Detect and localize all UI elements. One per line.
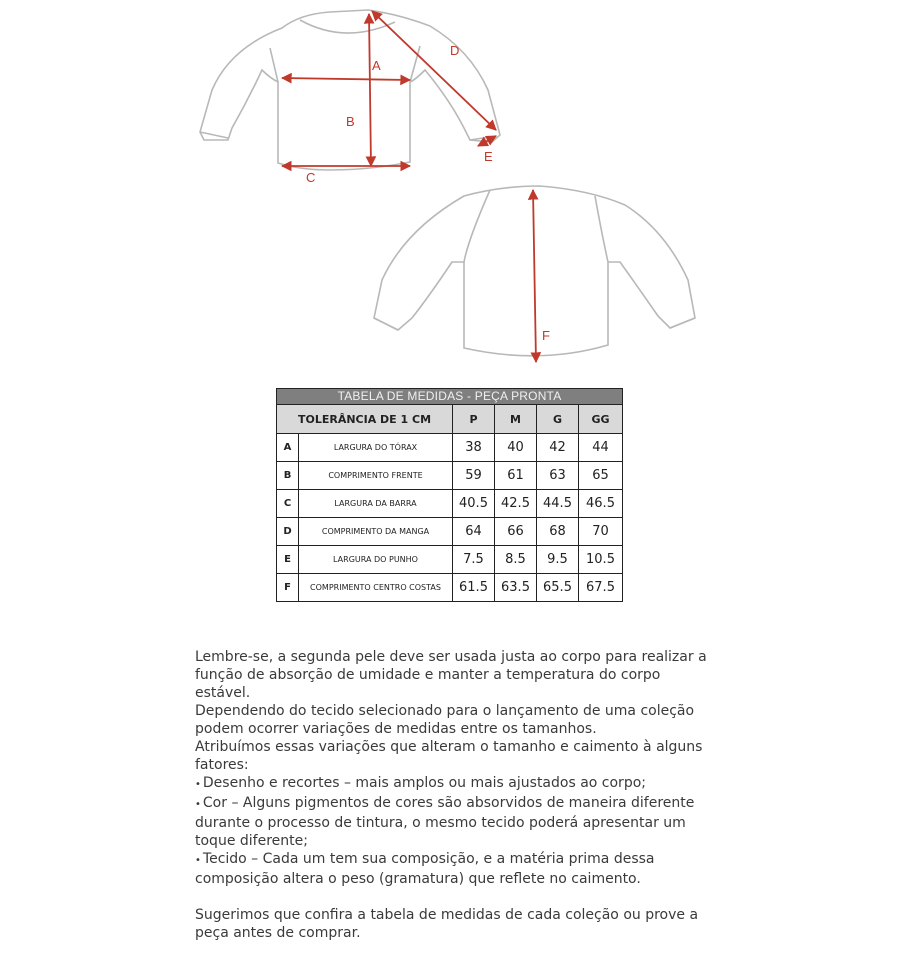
row-description: COMPRIMENTO DA MANGA [299,518,453,546]
value-m: 42.5 [495,490,537,518]
label-a: A [372,58,381,73]
row-description: COMPRIMENTO FRENTE [299,462,453,490]
value-p: 64 [453,518,495,546]
value-m: 61 [495,462,537,490]
size-table [276,388,623,602]
value-g: 44.5 [537,490,579,518]
size-header-p: P [453,405,495,434]
table-row [277,490,623,518]
value-g: 63 [537,462,579,490]
row-description: LARGURA DA BARRA [299,490,453,518]
row-letter: B [277,462,299,490]
row-letter: E [277,546,299,574]
size-header-gg: GG [579,405,623,434]
note-bullet [195,850,715,888]
note-paragraph: Lembre-se, a segunda pele deve ser usada justa ao corpo para realizar a função de absorção de umidade e manter a temperatura do corpo estável. [195,649,707,701]
value-p: 40.5 [453,490,495,518]
table-row [277,546,623,574]
note-bullet-text: Tecido – Cada um tem sua composição, e a matéria prima dessa composição altera o peso (gramatura) que reflete no caimento. [195,851,655,887]
label-b: B [346,114,355,129]
row-letter: D [277,518,299,546]
row-description: COMPRIMENTO CENTRO COSTAS [299,574,453,602]
value-m: 66 [495,518,537,546]
label-f: F [542,328,550,343]
value-gg: 46.5 [579,490,623,518]
label-c: C [306,170,316,185]
label-e: E [484,149,493,164]
row-description: LARGURA DO TÓRAX [299,434,453,462]
row-letter: F [277,574,299,602]
value-gg: 65 [579,462,623,490]
table-row [277,434,623,462]
value-g: 65.5 [537,574,579,602]
note-bullet-text: Cor – Alguns pigmentos de cores são absorvidos de maneira diferente durante o processo de tintura, o mesmo tecido poderá apresentar um toque diferente; [195,795,695,849]
care-notes [195,648,715,942]
row-description: LARGURA DO PUNHO [299,546,453,574]
table-row [277,462,623,490]
note-bullet [195,794,715,850]
tolerance-header: TOLERÂNCIA DE 1 CM [277,405,453,434]
value-p: 61.5 [453,574,495,602]
size-header-g: G [537,405,579,434]
value-gg: 67.5 [579,574,623,602]
row-letter: A [277,434,299,462]
table-row [277,574,623,602]
value-gg: 10.5 [579,546,623,574]
spacer [195,888,715,906]
label-d: D [450,43,460,58]
value-m: 63.5 [495,574,537,602]
row-letter: C [277,490,299,518]
size-header-m: M [495,405,537,434]
value-gg: 44 [579,434,623,462]
value-g: 42 [537,434,579,462]
value-gg: 70 [579,518,623,546]
note-bullet [195,774,715,794]
note-paragraph: Sugerimos que confira a tabela de medidas de cada coleção ou prove a peça antes de comprar. [195,907,699,941]
note-paragraph: Atribuímos essas variações que alteram o tamanho e caimento à alguns fatores: [195,739,703,773]
value-m: 8.5 [495,546,537,574]
value-g: 9.5 [537,546,579,574]
value-m: 40 [495,434,537,462]
table-header-row [277,405,623,434]
note-paragraph: Dependendo do tecido selecionado para o lançamento de uma coleção podem ocorrer variações de medidas entre os tamanhos. [195,703,695,737]
value-p: 38 [453,434,495,462]
value-p: 59 [453,462,495,490]
table-title: TABELA DE MEDIDAS - PEÇA PRONTA [277,389,623,405]
table-row [277,518,623,546]
value-p: 7.5 [453,546,495,574]
measure-lines [282,11,536,362]
note-bullet-text: Desenho e recortes – mais amplos ou mais ajustados ao corpo; [202,775,646,791]
value-g: 68 [537,518,579,546]
measurement-diagram [0,0,900,380]
